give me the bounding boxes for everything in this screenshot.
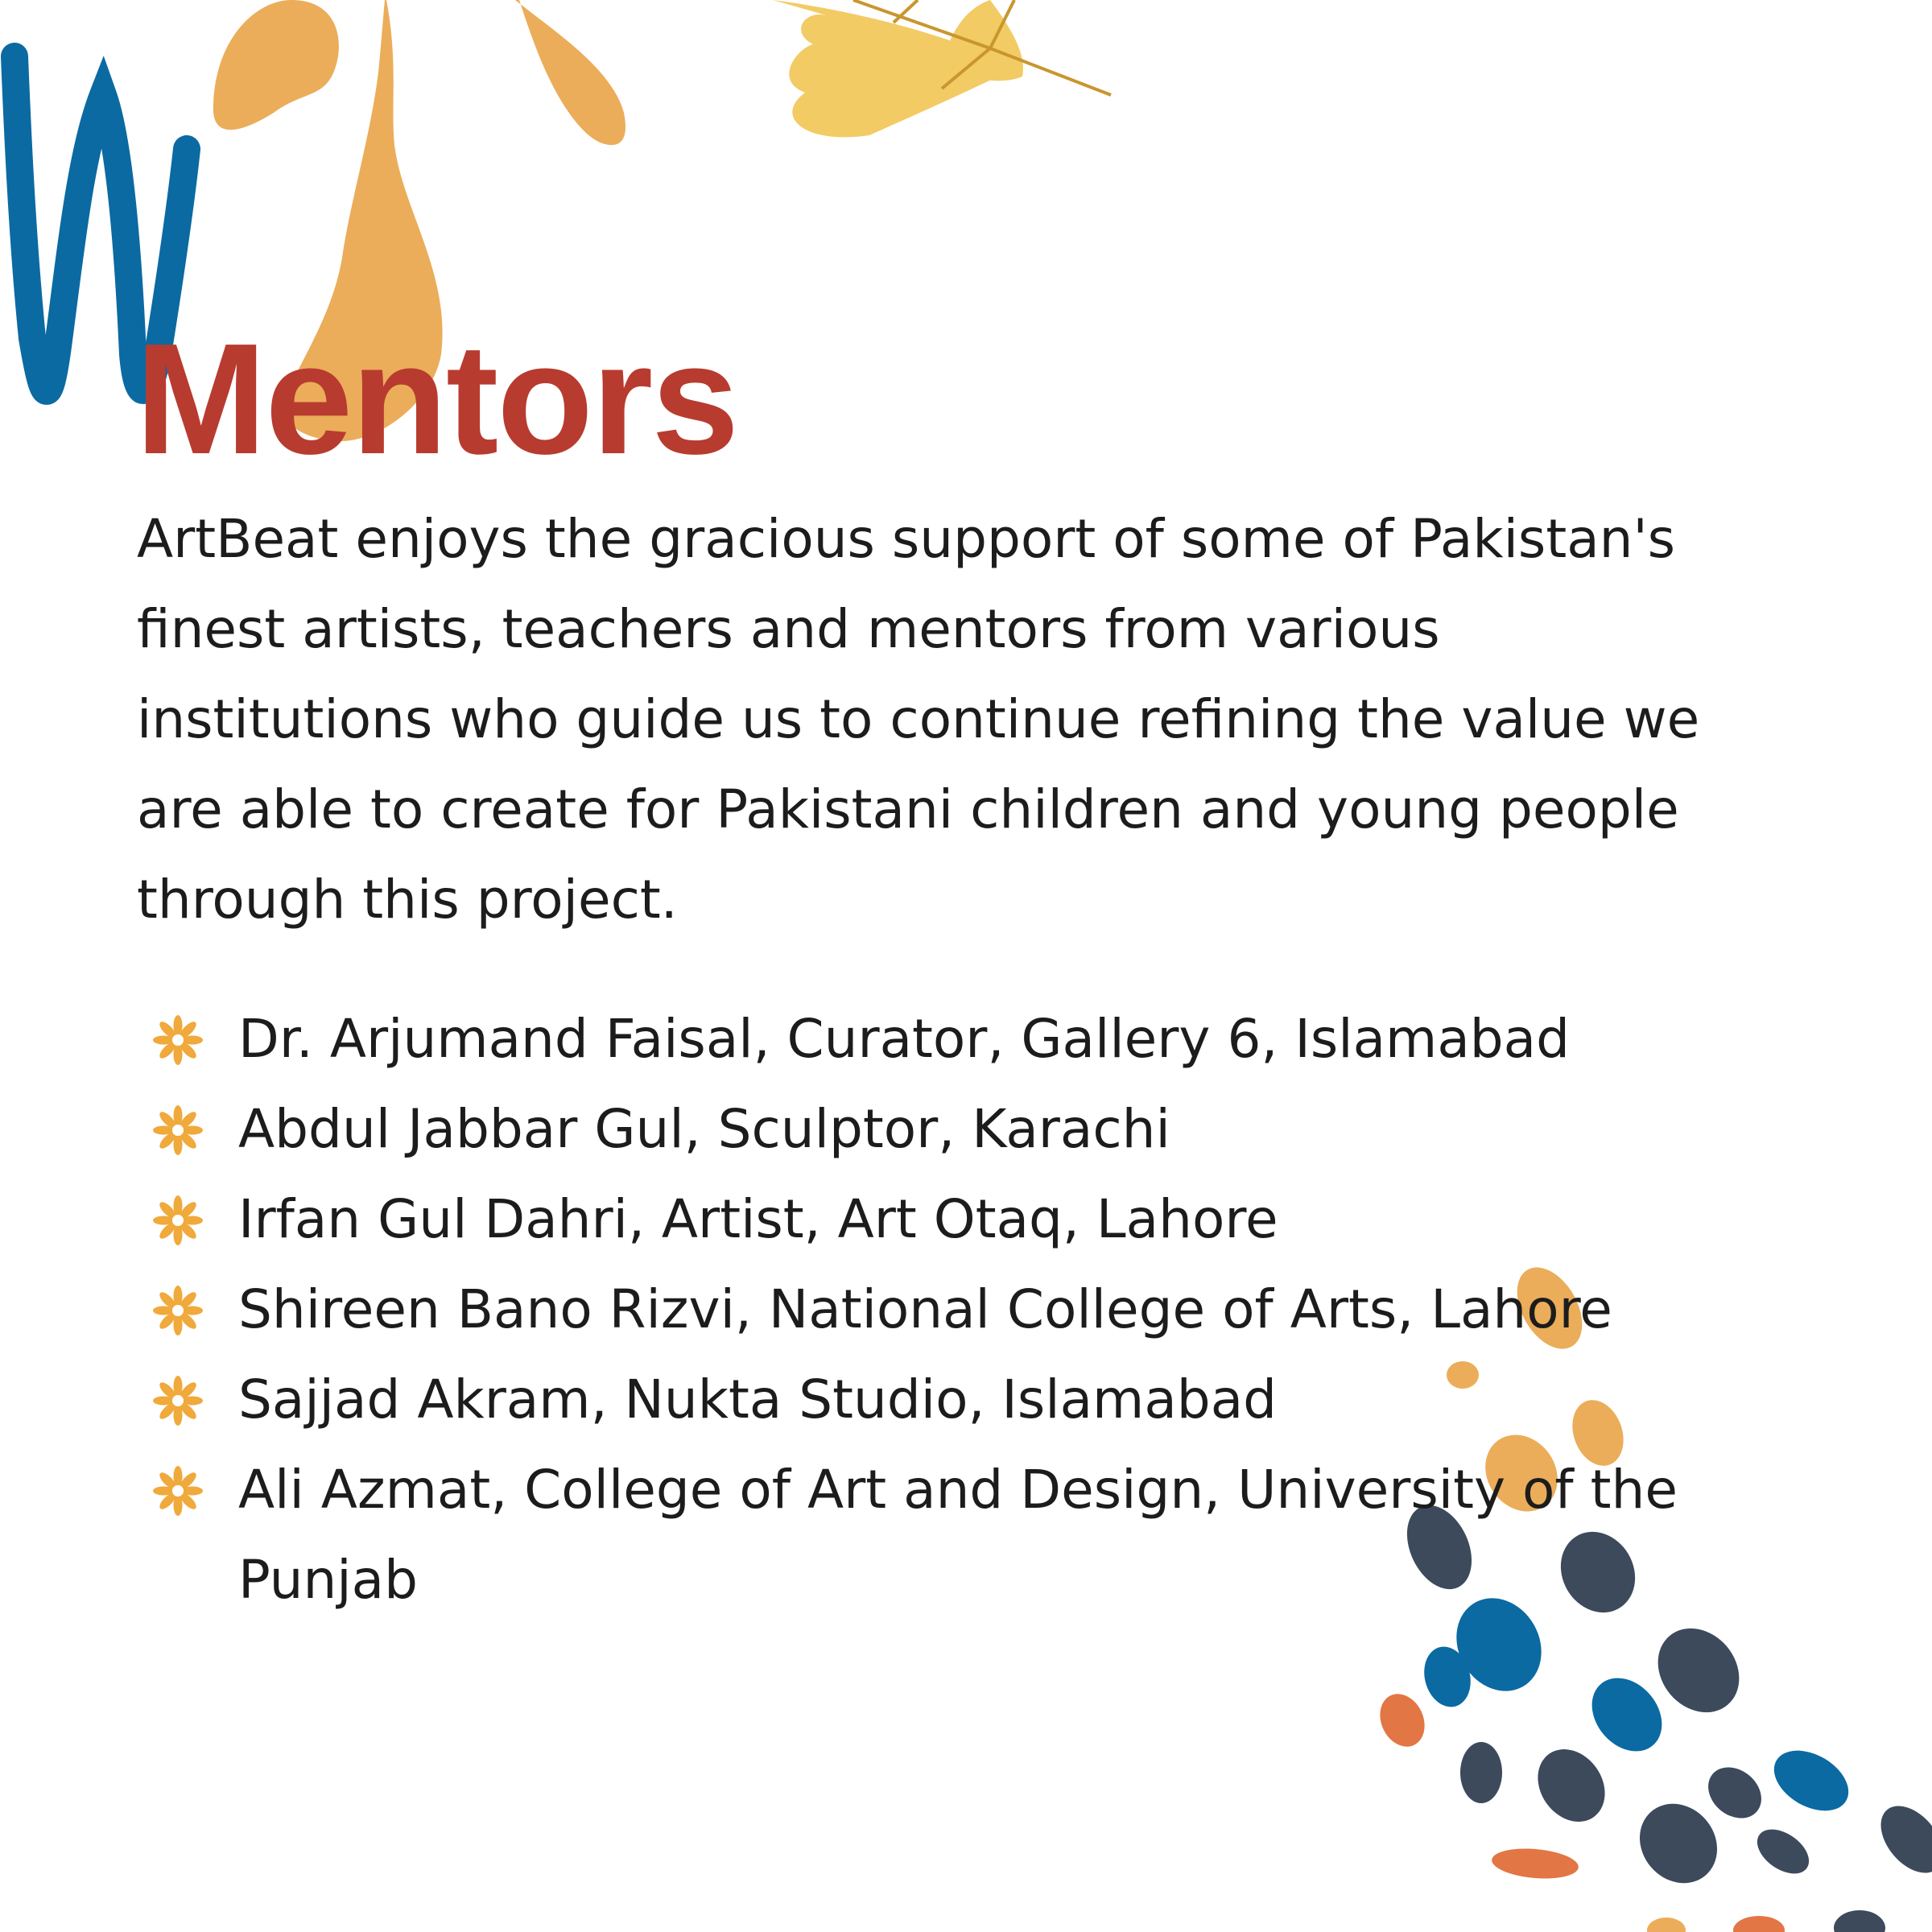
list-item [153,994,1779,1084]
intro-paragraph: ArtBeat enjoys the gracious support of some of Pakistan's finest artists, teachers and mentors from various institutions who guide us to continue refining the value we are able to create for Pakistani children and young people through this project. [137,508,1700,931]
leaf-shape-lower [942,0,1023,80]
mentor-text: Sajjad Akram, Nukta Studio, Islamabad [238,1368,1278,1430]
dot [1524,1736,1618,1835]
flower-bullet-icon [153,1015,203,1065]
list-item [153,1084,1779,1174]
dot [1372,1686,1433,1754]
dot [1764,1738,1860,1823]
flower-bullet-icon [153,1376,203,1426]
flower-petal-right [515,0,625,145]
dot [1647,1918,1686,1932]
dot [1698,1757,1771,1828]
list-item [153,1174,1779,1265]
dot [1460,1742,1502,1803]
mentor-text: Ali Azmat, College of Art and Design, University of the Punjab [238,1459,1678,1611]
mentor-text: Abdul Jabbar Gul, Sculptor, Karachi [238,1098,1170,1160]
mentor-list [153,994,1779,1625]
dot [1749,1820,1817,1882]
list-item [153,1445,1779,1625]
dot [1834,1910,1885,1932]
flower-bullet-icon [153,1195,203,1245]
mentor-text: Dr. Arjumand Faisal, Curator, Gallery 6, Islamabad [238,1008,1570,1070]
page-title: Mentors [135,311,738,487]
flower-bullet-icon [153,1466,203,1516]
list-item [153,1355,1779,1445]
flower-petal-left [213,0,339,130]
dot [1868,1794,1932,1885]
mentor-text: Shireen Bano Rizvi, National College of Arts, Lahore [238,1278,1612,1340]
list-item [153,1265,1779,1355]
flower-bullet-icon [153,1105,203,1155]
flower-bullet-icon [153,1286,203,1335]
mentor-text: Irfan Gul Dahri, Artist, Art Otaq, Lahore [238,1188,1278,1250]
dot [1733,1916,1785,1932]
dot [1491,1845,1580,1881]
